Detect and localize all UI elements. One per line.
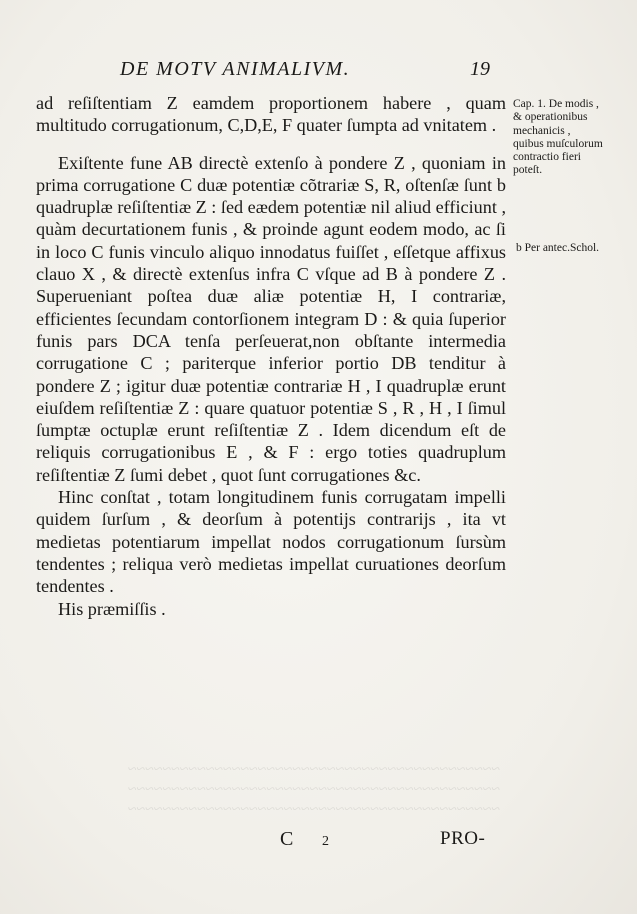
paragraph-2: Exiſtente fune AB directè extenſo à pondere Z , quoniam in prima corrugatione C duæ potentiæ cõtrariæ S, R, oſtenſæ ſunt b quadruplæ reſiſtentiæ Z : ſed eædem potentiæ nil aliud efficiunt , quàm decurtationem funis , & proinde agunt eodem modo, ac ſi in loco C funis vinculo aliquo innodatus fuiſſet , eſſetque affixus clauo X , & directè extenſus infra C vſque ad B à pondere Z . Superueniant poſtea duæ aliæ potentiæ H, I contrariæ, efficientes ſecundam contorſionem integram D : & quia ſuperior funis pars DCA tenſa perſeuerat,non obſtante intermedia corrugatione C ; pariterque inferior portio DB tenditur à pondere Z ; igitur duæ potentiæ contrariæ H , I quadruplæ erunt eiuſdem reſiſtentiæ Z : quare quatuor potentiæ S , R , H , I ſimul ſumptæ octuplæ erunt reſiſtentiæ Z . Idem dicendum eſt de reliquis corrugationibus E , & F : ergo toties quadruplum reſiſtentiæ Z ſumi debet , quot ſunt corrugationes &c. [36, 152, 506, 485]
paragraph-4: His præmiſſis . [58, 598, 166, 619]
paragraph-3: Hinc conſtat , totam longitudinem funis corrugatam impelli quidem ſurſum , & deorſum à potentijs contrarijs , ita vt medietas potentiarum impellat nodos corrugationum ſursùm tendentes ; reliqua verò medietas impellat curuationes deorſum tendentes . [36, 487, 506, 597]
catchword: PRO- [440, 828, 486, 849]
running-head: DE MOTV ANIMALIVM. [120, 58, 351, 80]
page-number: 19 [470, 58, 490, 80]
show-through-texture: ~~~~~~~~~~~~~~~~~~~~~~~~~~~~~~~~~~~~~~~~~~~ ~~~~~~~~~~~~~~~~~~~~~~~~~~~~~~~~~~~~~~~~~~~ ~~~~~~~~~~~~~~~~~~~~~~~~~~~~~~~~~~~~~~~~~~~ [127, 761, 500, 818]
page-header [120, 58, 490, 88]
main-text [36, 92, 506, 620]
signature-number: 2 [322, 834, 329, 849]
page-footer [0, 828, 637, 858]
paragraph-1: ad reſiſtentiam Z eamdem proportionem habere , quam multitudo corrugationum, C,D,E, F quater ſumpta ad vnitatem . [36, 93, 506, 136]
signature-mark: C [280, 828, 294, 850]
margin-note-scholium-reference: b Per antec.Schol. [516, 242, 600, 254]
margin-note-chapter-reference: Cap. 1. De modis , & operationibus mechanicis , quibus muſculorum contractio fieri poteſt. [513, 98, 603, 177]
